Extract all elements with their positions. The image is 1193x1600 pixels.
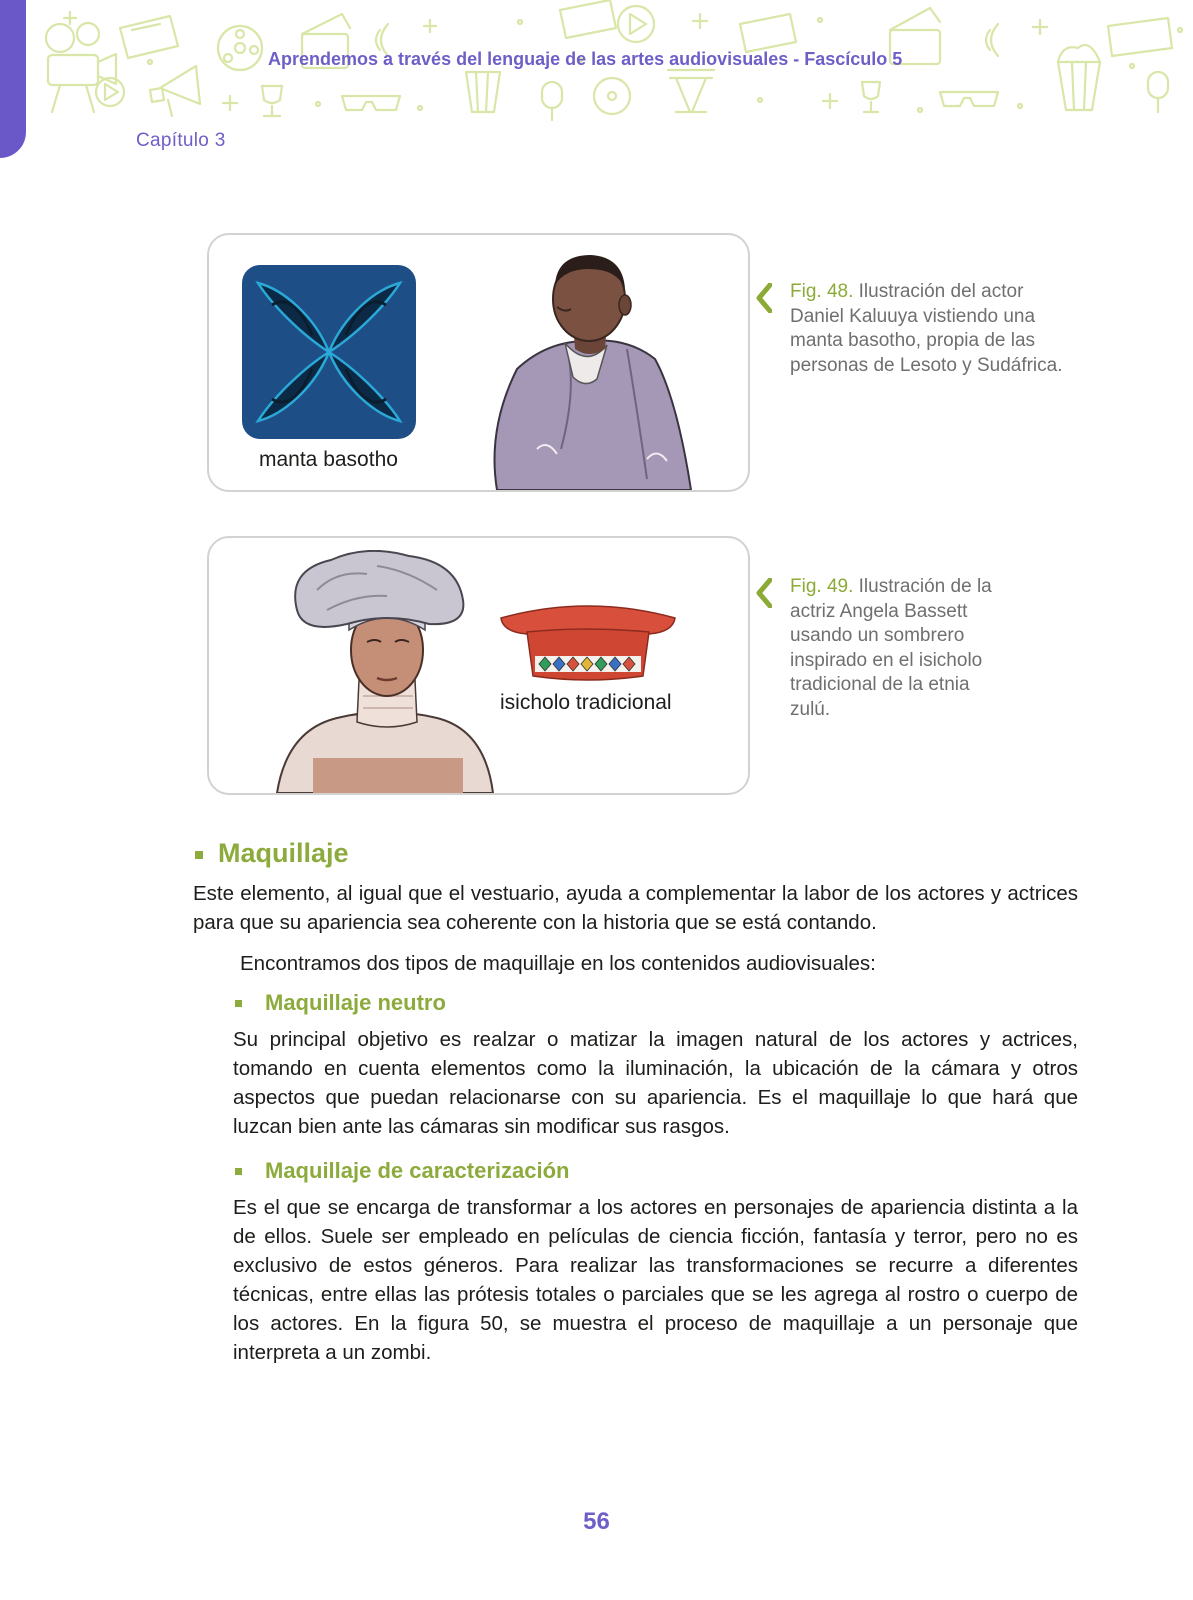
figure-48-number: Fig. 48. <box>790 281 854 302</box>
maquillaje-neutro-body: Su principal objetivo es realzar o matizar la imagen natural de los actores y actrices, tomando en cuenta elementos como la iluminación, la ubicación de la cámara y otros aspectos que puedan relacionarse con su apariencia. Es el maquillaje lo que hará que luzcan bien ante las cámaras sin modificar sus rasgos. <box>233 1028 1078 1138</box>
actor-illustration-image <box>477 249 703 490</box>
figure-49-caption-text: Ilustración de la actriz Angela Bassett usando un sombrero inspirado en el isicholo tradicional de la etnia zulú. <box>790 576 992 720</box>
chevron-left-icon <box>756 283 772 313</box>
director-chair-icon <box>668 70 714 112</box>
figure-48-box <box>207 233 750 492</box>
subsection-bullet <box>235 1168 242 1175</box>
section-title-maquillaje: Maquillaje <box>218 838 349 868</box>
isicholo-hat-image <box>499 604 677 686</box>
subsection-title-maquillaje-neutro: Maquillaje neutro <box>265 990 446 1015</box>
megaphone-icon <box>150 66 200 116</box>
section-intro-paragraph: Este elemento, al igual que el vestuario, ayuda a complementar la labor de los actores y actrices para que su apariencia sea coherente con la historia que se está contando. <box>193 882 1078 934</box>
chevron-left-icon <box>756 578 772 608</box>
fascicle-title: Aprendemos a través del lenguaje de las artes audiovisuales - Fascículo 5 <box>268 49 903 69</box>
figure-48-caption-text: Ilustración del actor Daniel Kaluuya vistiendo una manta basotho, propia de las personas de Lesoto y Sudáfrica. <box>790 281 1063 376</box>
maquillaje-caracterizacion-body: Es el que se encarga de transformar a los actores en personajes de apariencia distinta a la de ellos. Suele ser empleado en películas de ciencia ficción, fantasía y terror, pero no es exclusivo de estos géneros. Para realizar las transformaciones se recurre a diferentes técnicas, entre ellas las prótesis totales o parciales que se les agrega al rostro o cuerpo de los actores. En la figura 50, se muestra el proceso de maquillaje a un personaje que interpreta a un zombi. <box>233 1196 1078 1364</box>
subsection-bullet <box>235 1000 242 1007</box>
figure-49-box <box>207 536 750 795</box>
section-bullet <box>195 851 203 859</box>
subsection-title-maquillaje-caracterizacion: Maquillaje de caracterización <box>265 1158 570 1183</box>
page-number: 56 <box>583 1508 610 1535</box>
isicholo-tradicional-label: isicholo tradicional <box>500 691 672 714</box>
actress-illustration-image <box>267 550 507 793</box>
section-lead-paragraph: Encontramos dos tipos de maquillaje en los contenidos audiovisuales: <box>240 952 876 975</box>
figure-48-caption <box>767 280 1067 378</box>
manta-basotho-label: manta basotho <box>259 448 398 471</box>
figure-49-caption <box>767 575 1067 722</box>
chapter-label: Capítulo 3 <box>136 130 226 151</box>
manta-basotho-pattern-image <box>242 265 416 439</box>
3d-glasses-icon <box>342 92 998 110</box>
figure-49-number: Fig. 49. <box>790 576 854 597</box>
